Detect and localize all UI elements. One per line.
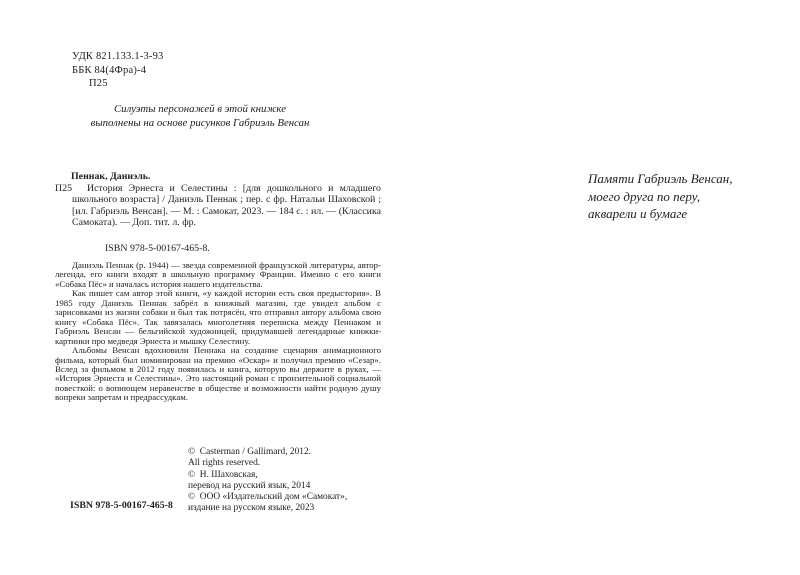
silhouette-note-line-2: выполнены на основе рисунков Габриэль Венсан (90, 116, 310, 129)
copyright-block (188, 447, 347, 515)
author-sign-code: П25 (89, 78, 108, 90)
bib-isbn: ISBN 978-5-00167-465-8. (105, 243, 210, 255)
copyright-line-translator: © Н. Шаховская, (188, 469, 258, 480)
dedication-line-1: Памяти Габриэль Венсан, (588, 171, 733, 186)
bibliographic-record (55, 171, 381, 254)
copyright-line-rights: All rights reserved. (188, 458, 261, 469)
silhouette-note-line-1: Силуэты персонажей в этой книжке (113, 103, 287, 115)
copyright-line-edition: издание на русском языке, 2023 (188, 503, 315, 514)
bbk-code: ББК 84(4Фра)-4 (72, 64, 147, 76)
bib-entry-row (55, 183, 381, 228)
udk-code: УДК 821.133.1-3-93 (72, 51, 164, 62)
bib-entry-code: П25 (55, 183, 73, 195)
annotation-paragraph-3: Альбомы Венсан вдохновили Пеннака на создание сценария анимационного фильма, который был номинирован на премию «Оскар» и получил премию «Сезар». Вслед за фильмом в 2012 году появилась и книга, которую вы держите в руках, — «История Эрнеста и Селестины». Это настоящий роман с пронзительной социальной повесткой: о вопиющем неравенстве в обществе и возможности найти родную душу вопреки запретам и предрассудкам. (55, 345, 381, 403)
annotation-paragraph-2: Как пишет сам автор этой книги, «у каждой истории есть своя предыстория». В 1985 году Даниэль Пеннак забрёл в книжный магазин, где увидел альбом с зарисовками из жизни собаки и был так потрясён, что отправил автору альбома свою книгу «Собака Пёс». Так завязалась многолетняя переписка между Пеннаком и Габриэль Венсан — бельгийской художницей, придумавшей легендарные книжки-картинки про медведя Эрнеста и мышку Селестину. (55, 288, 381, 346)
dedication-note (588, 170, 733, 223)
bib-author-heading: Пеннак, Даниэль. (71, 171, 151, 182)
dedication-line-2: моего друга по перу, (588, 188, 701, 204)
classification-codes (72, 50, 164, 91)
copyright-line-translation: перевод на русский язык, 2014 (188, 480, 311, 491)
copyright-line-publisher-ru: © ООО «Издательский дом «Самокат», (188, 492, 348, 503)
silhouette-note (40, 103, 360, 130)
bib-description: История Эрнеста и Селестины : [для дошкольного и младшего школьного возраста] / Даниэль Пеннак ; пер. с фр. Натальи Шаховской ; [ил. Габриэль Венсан]. — М. : Самокат, 2023. — 184 с. : ил. — (Классика Самоката). — Доп. тит. л. фр. (72, 183, 381, 228)
dedication-line-3: акварели и бумаге (588, 206, 688, 221)
annotation-block (55, 261, 381, 403)
copyright-line-publisher-original: © Casterman / Gallimard, 2012. (188, 447, 311, 457)
isbn-bottom: ISBN 978-5-00167-465-8 (70, 500, 173, 511)
annotation-paragraph-1: Даниэль Пеннак (р. 1944) — звезда современной французской литературы, автор-легенда, его книги входят в школьную программу Франции. Именно с его книги «Собака Пёс» и началась история нашего издательства. (55, 260, 381, 289)
